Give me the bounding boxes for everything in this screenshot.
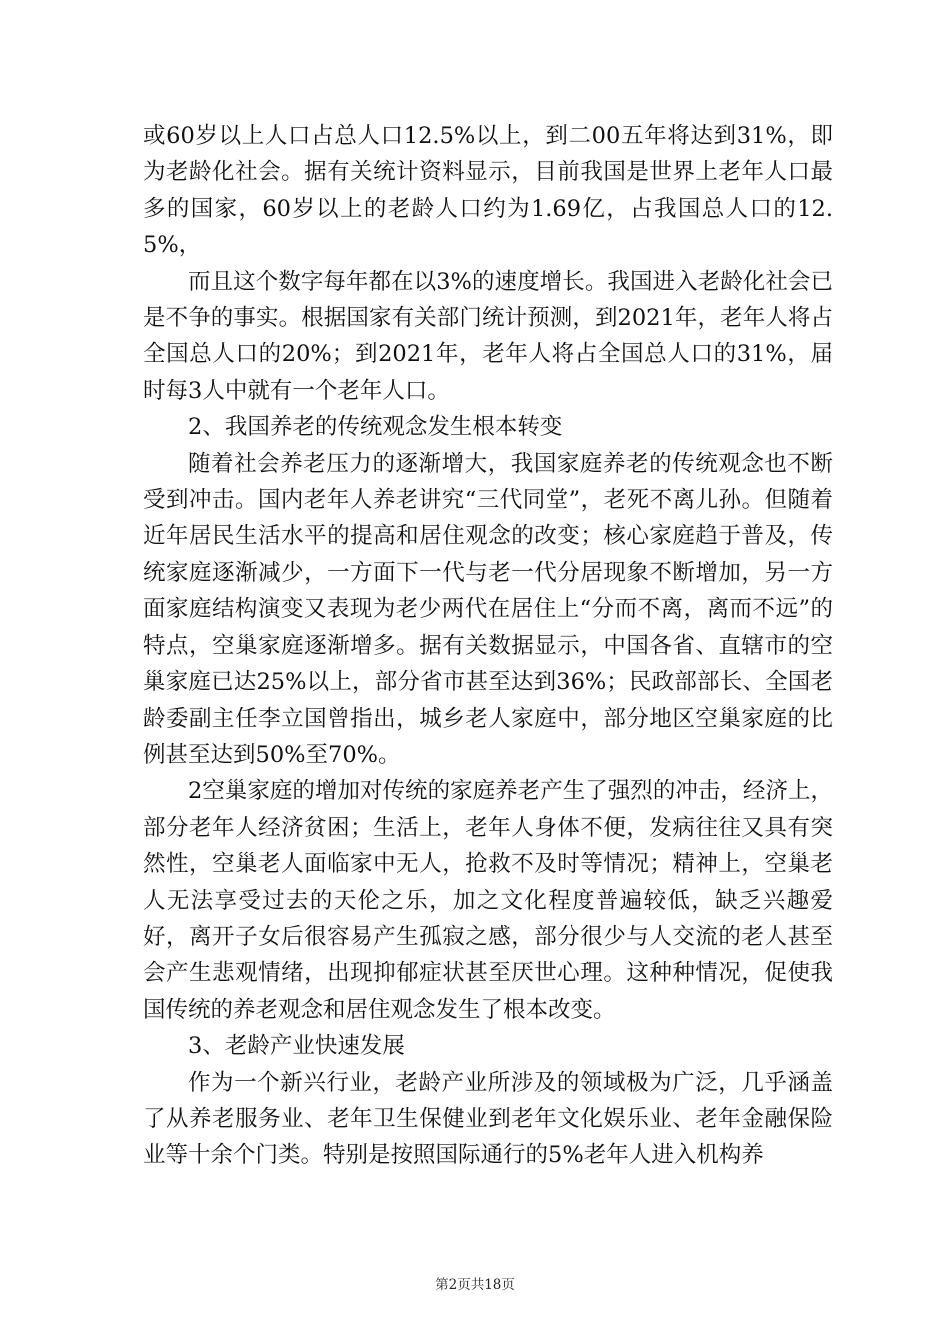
section-heading: 2、我国养老的传统观念发生根本转变 (188, 414, 563, 441)
body-text (143, 118, 833, 1174)
paragraph: 2空巢家庭的增加对传统的家庭养老产生了强烈的冲击，经济上，部分老年人经济贫困；生活上，老年人身体不便，发病往往又具有突然性，空巢老人面临家中无人，抢救不及时等情况；精神上，空巢老人无法享受过去的天伦之乐，加之文化程度普遍较低，缺乏兴趣爱好，离开子女后很容易产生孤寂之感，部分很少与人交流的老人甚至会产生悲观情绪，出现抑郁症状甚至厌世心理。这种种情况，促使我国传统的养老观念和居住观念发生了根本改变。 (143, 778, 833, 1023)
section-heading: 3、老龄产业快速发展 (188, 1033, 405, 1060)
paragraph: 而且这个数字每年都在以3%的速度增长。我国进入老龄化社会已是不争的事实。根据国家有关部门统计预测，到2021年，老年人将占全国总人口的20%；到2021年，老年人将占全国总人口的31%，届时每3人中就有一个老年人口。 (143, 268, 833, 404)
paragraph: 作为一个新兴行业，老龄产业所涉及的领域极为广泛，几乎涵盖了从养老服务业、老年卫生保健业到老年文化娱乐业、老年金融保险业等十余个门类。特别是按照国际通行的5%老年人进入机构养 (143, 1069, 833, 1169)
paragraph: 或60岁以上人口占总人口12.5%以上，到二00五年将达到31%，即为老龄化社会。据有关统计资料显示，目前我国是世界上老年人口最多的国家，60岁以上的老龄人口约为1.69亿，占我国总人口的12.5%， (143, 123, 833, 259)
paragraph: 随着社会养老压力的逐渐增大，我国家庭养老的传统观念也不断受到冲击。国内老年人养老讲究“三代同堂”，老死不离儿孙。但随着近年居民生活水平的提高和居住观念的改变；核心家庭趋于普及，传统家庭逐渐减少，一方面下一代与老一代分居现象不断增加，另一方面家庭结构演变又表现为老少两代在居住上“分而不离，离而不远”的特点，空巢家庭逐渐增多。据有关数据显示，中国各省、直辖市的空巢家庭已达25%以上，部分省市甚至达到36%；民政部部长、全国老龄委副主任李立国曾指出，城乡老人家庭中，部分地区空巢家庭的比例甚至达到50%至70%。 (143, 450, 833, 768)
page-number-footer: 第2页共18页 (435, 1277, 515, 1293)
